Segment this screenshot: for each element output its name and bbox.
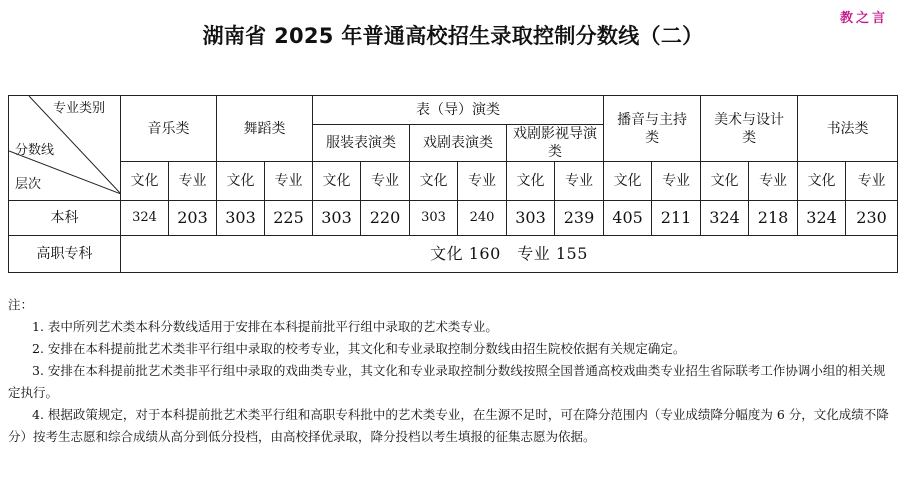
- header-performance: 表（导）演类: [313, 96, 604, 125]
- note-item: 3. 安排在本科提前批艺术类非平行组中录取的戏曲类专业，其文化和专业录取控制分数线按照全国普通高校戏曲类专业招生省际联考工作协调小组的相关规定执行。: [8, 363, 886, 400]
- header-level-label: 层次: [15, 177, 42, 192]
- score-costume-culture: 303: [313, 201, 361, 236]
- table-row-undergrad: [9, 201, 898, 236]
- score-broadcast-culture: 405: [604, 201, 652, 236]
- header-art-design: [701, 96, 798, 162]
- score-costume-major: 220: [361, 201, 410, 236]
- note-item: 4. 根据政策规定，对于本科提前批艺术类平行组和高职专科批中的艺术类专业，在生源不足时，可在降分范围内（专业成绩降分幅度为 6 分，文化成绩不降分）按考生志愿和综合成绩从高分到低分投档，由高校择优录取，降分投档以考生填报的征集志愿为依据。: [8, 407, 889, 444]
- score-art-design-culture: 324: [701, 201, 749, 236]
- header-film: [507, 125, 604, 162]
- header-culture: 文化: [798, 162, 846, 201]
- header-broadcast: [604, 96, 701, 162]
- header-major: 专业: [555, 162, 604, 201]
- score-dance-major: 225: [265, 201, 313, 236]
- header-major: 专业: [749, 162, 798, 201]
- header-broadcast-text: 播音与主持类: [617, 111, 688, 146]
- header-culture: 文化: [604, 162, 652, 201]
- header-culture: 文化: [313, 162, 361, 201]
- header-major: 专业: [846, 162, 898, 201]
- note-item: 1. 表中所列艺术类本科分数线适用于安排在本科提前批平行组中录取的艺术类专业。: [32, 319, 498, 334]
- header-culture: 文化: [217, 162, 265, 201]
- header-major: 专业: [265, 162, 313, 201]
- header-culture: 文化: [701, 162, 749, 201]
- header-score-line-label: 分数线: [15, 143, 55, 158]
- header-major: 专业: [169, 162, 217, 201]
- score-table-wrapper: [8, 95, 896, 273]
- diagonal-header-cell: [9, 96, 121, 201]
- note-item: 2. 安排在本科提前批艺术类非平行组中录取的校考专业，其文化和专业录取控制分数线由招生院校依据有关规定确定。: [32, 341, 686, 356]
- header-music: 音乐类: [121, 96, 217, 162]
- row-label-vocational: 高职专科: [9, 236, 121, 273]
- header-art-design-text: 美术与设计类: [714, 111, 785, 146]
- header-major: 专业: [361, 162, 410, 201]
- notes-section: [8, 294, 894, 448]
- header-culture: 文化: [121, 162, 169, 201]
- notes-heading: 注：: [8, 297, 34, 312]
- score-film-major: 239: [555, 201, 604, 236]
- header-costume: 服装表演类: [313, 125, 410, 162]
- header-category-label: 专业类别: [53, 101, 106, 116]
- header-dance: 舞蹈类: [217, 96, 313, 162]
- score-table: [8, 95, 898, 273]
- header-major: 专业: [652, 162, 701, 201]
- score-calligraphy-culture: 324: [798, 201, 846, 236]
- watermark: 教之言: [839, 11, 888, 26]
- header-culture: 文化: [410, 162, 458, 201]
- score-vocational-combined: 文化 160 专业 155: [121, 236, 898, 273]
- table-row-vocational: [9, 236, 898, 273]
- score-drama-culture: 303: [410, 201, 458, 236]
- score-broadcast-major: 211: [652, 201, 701, 236]
- row-label-undergrad: 本科: [9, 201, 121, 236]
- score-calligraphy-major: 230: [846, 201, 898, 236]
- score-dance-culture: 303: [217, 201, 265, 236]
- header-film-text: 戏剧影视导演类: [513, 126, 598, 160]
- page-title: 湖南省 2025 年普通高校招生录取控制分数线（二）: [202, 24, 704, 48]
- score-drama-major: 240: [458, 201, 507, 236]
- score-art-design-major: 218: [749, 201, 798, 236]
- score-music-major: 203: [169, 201, 217, 236]
- score-music-culture: 324: [121, 201, 169, 236]
- score-film-culture: 303: [507, 201, 555, 236]
- header-calligraphy: 书法类: [798, 96, 898, 162]
- header-major: 专业: [458, 162, 507, 201]
- header-drama: 戏剧表演类: [410, 125, 507, 162]
- header-culture: 文化: [507, 162, 555, 201]
